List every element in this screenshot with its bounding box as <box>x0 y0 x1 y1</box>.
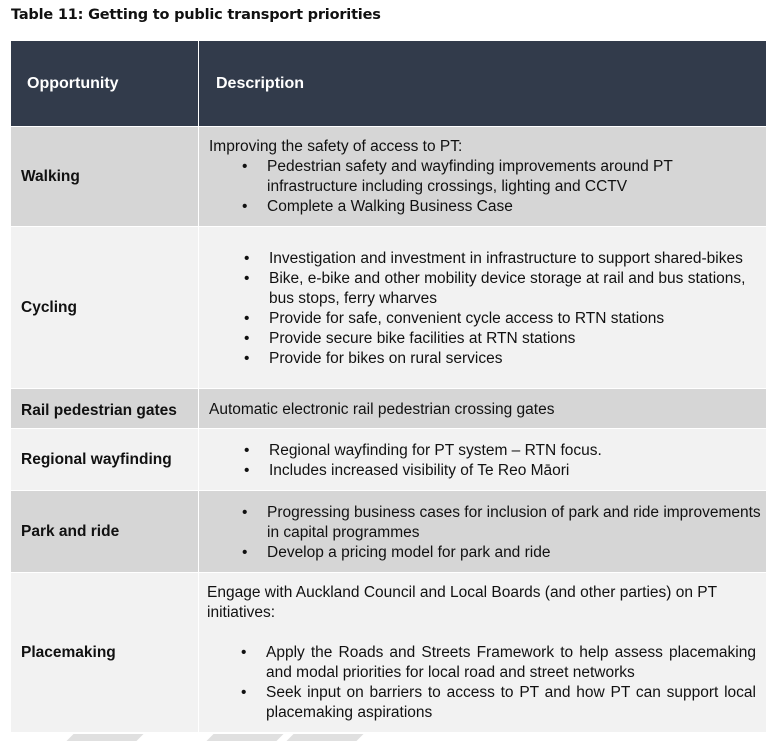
bullet-list <box>209 643 756 723</box>
opportunity-cell: Walking <box>11 127 199 227</box>
list-item: • Bike, e-bike and other mobility device storage at rail and bus stations, bus stops, ferry wharves <box>269 269 766 309</box>
opportunity-cell: Park and ride <box>11 491 199 573</box>
list-item: • Provide secure bike facilities at RTN stations <box>269 329 766 349</box>
list-item: • Provide for safe, convenient cycle access to RTN stations <box>269 309 766 329</box>
description-cell <box>199 389 767 429</box>
description-cell <box>199 491 767 573</box>
bullet-list <box>209 249 766 369</box>
header-description: Description <box>199 41 767 127</box>
description-intro: Automatic electronic rail pedestrian crossing gates <box>209 400 555 418</box>
opportunity-cell: Regional wayfinding <box>11 429 199 491</box>
list-item: • Provide for bikes on rural services <box>269 349 766 369</box>
table-row-placemaking <box>11 573 767 733</box>
list-item: • Pedestrian safety and wayfinding improvements around PT infrastructure including crossings, lighting and CCTV <box>267 157 766 197</box>
list-item: • Regional wayfinding for PT system – RTN focus. <box>269 441 766 461</box>
opportunity-cell: Cycling <box>11 227 199 389</box>
watermark-stripe <box>67 734 144 741</box>
table-row-rail-pedestrian-gates <box>11 389 767 429</box>
description-intro: Improving the safety of access to PT: <box>209 137 463 155</box>
description-cell <box>199 429 767 491</box>
table-caption: Table 11: Getting to public transport priorities <box>11 7 381 23</box>
list-item: • Apply the Roads and Streets Framework to help assess placemaking and modal priorities for local road and street networks <box>266 643 756 683</box>
list-item: • Seek input on barriers to access to PT and how PT can support local placemaking aspirations <box>266 683 756 723</box>
table-row-cycling <box>11 227 767 389</box>
watermark-stripe <box>287 734 364 741</box>
table-row-park-and-ride <box>11 491 767 573</box>
description-intro: Engage with Auckland Council and Local Boards (and other parties) on PT initiatives: <box>207 584 717 621</box>
description-cell <box>199 127 767 227</box>
list-item: • Progressing business cases for inclusion of park and ride improvements in capital programmes <box>267 503 766 543</box>
watermark-stripe <box>207 734 284 741</box>
bullet-list <box>209 503 766 563</box>
opportunity-cell: Placemaking <box>11 573 199 733</box>
list-item: • Investigation and investment in infrastructure to support shared-bikes <box>269 249 766 269</box>
priorities-table <box>10 40 767 733</box>
header-opportunity: Opportunity <box>11 41 199 127</box>
table-row-walking <box>11 127 767 227</box>
bullet-list <box>209 441 766 481</box>
list-item: • Develop a pricing model for park and ride <box>267 543 766 563</box>
list-item: • Includes increased visibility of Te Reo Māori <box>269 461 766 481</box>
opportunity-cell: Rail pedestrian gates <box>11 389 199 429</box>
description-cell <box>199 573 767 733</box>
table-row-regional-wayfinding <box>11 429 767 491</box>
bullet-list <box>209 157 766 217</box>
description-cell <box>199 227 767 389</box>
list-item: • Complete a Walking Business Case <box>267 197 766 217</box>
table-header-row <box>11 41 767 127</box>
